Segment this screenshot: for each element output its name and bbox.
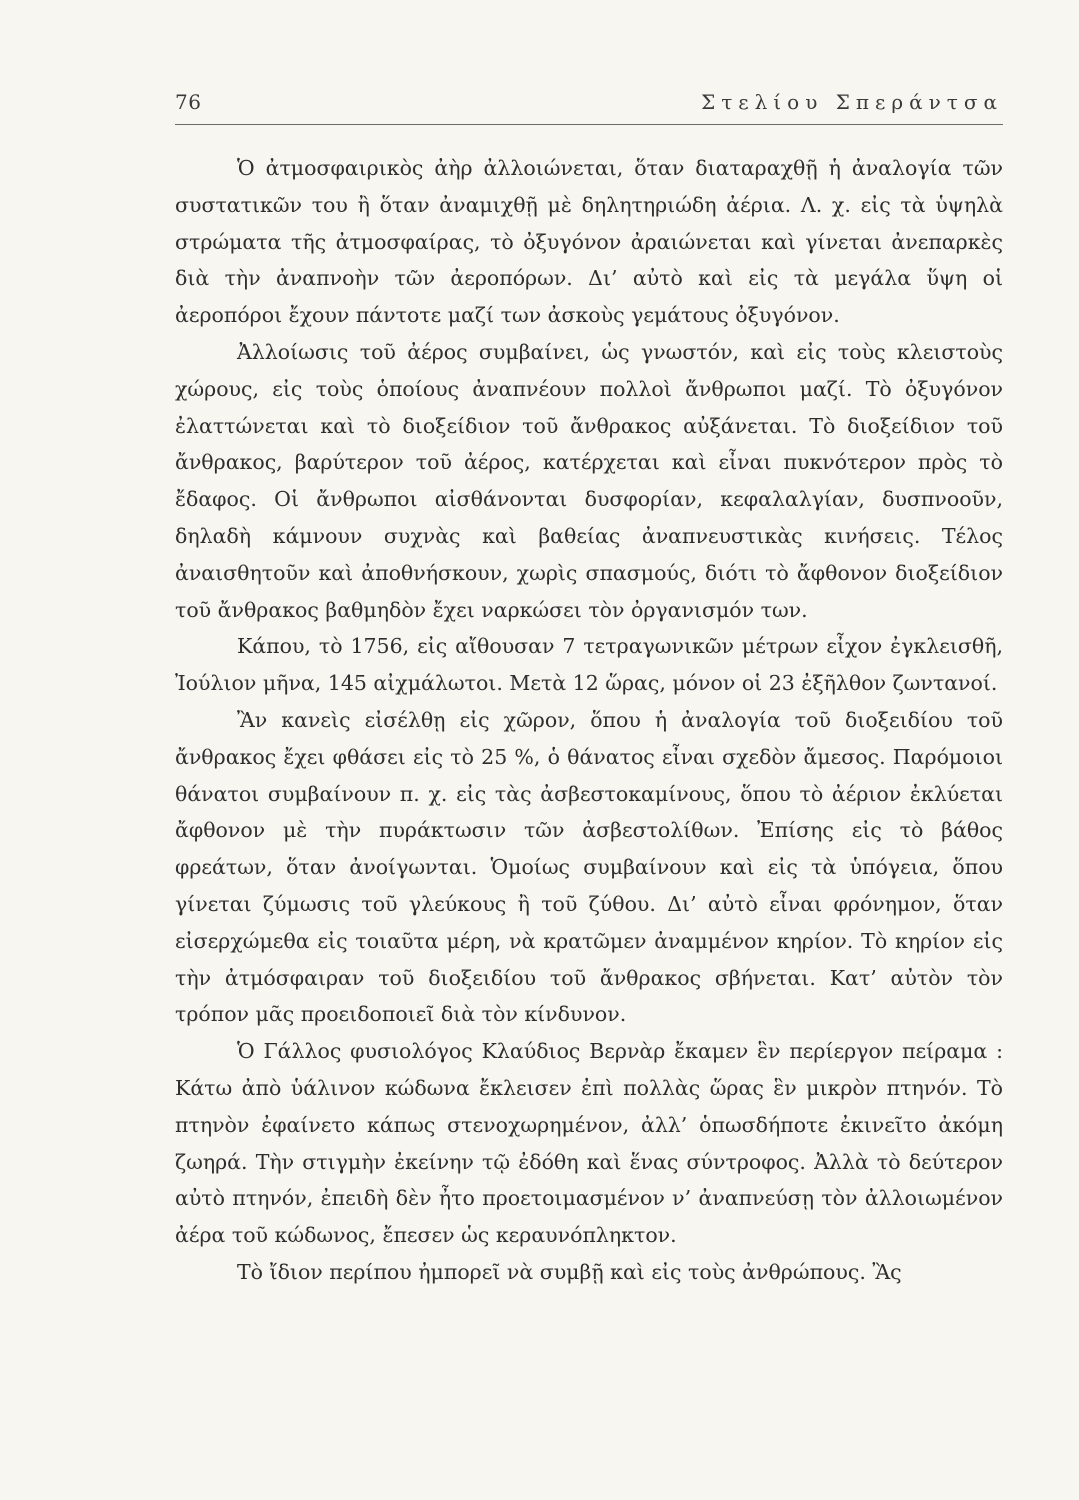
body-text (175, 150, 1003, 1410)
header-rule (175, 124, 1003, 125)
paragraph-carbon-dioxide-danger: Ἂν κανεὶς εἰσέλθῃ εἰς χῶρον, ὅπου ἡ ἀναλογία τοῦ διοξειδίου τοῦ ἄνθρακος ἔχει φθάσει εἰς τὸ 25 %, ὁ θάνατος εἶναι σχεδὸν ἄμεσος. Παρόμοιοι θάνατοι συμβαίνουν π. χ. εἰς τὰς ἀσβεστοκαμίνους, ὅπου τὸ ἀέριον ἐκλύεται ἄφθονον μὲ τὴν πυράκτωσιν τῶν ἀσβεστολίθων. Ἐπίσης εἰς τὸ βάθος φρεάτων, ὅταν ἀνοίγωνται. Ὁμοίως συμβαίνουν καὶ εἰς τὰ ὑπόγεια, ὅπου γίνεται ζύμωσις τοῦ γλεύκους ἢ τοῦ ζύθου. Δι’ αὐτὸ εἶναι φρόνημον, ὅταν εἰσερχώμεθα εἰς τοιαῦτα μέρη, νὰ κρατῶμεν ἀναμμένον κηρίον. Τὸ κηρίον εἰς τὴν ἀτμόσφαιραν τοῦ διοξειδίου τοῦ ἄνθρακος σβήνεται. Κατ’ αὐτὸν τὸν τρόπον μᾶς προειδοποιεῖ διὰ τὸν κίνδυνον. (175, 707, 1003, 1027)
page-number: 76 (175, 90, 202, 114)
paragraph-closed-spaces: Ἀλλοίωσις τοῦ ἀέρος συμβαίνει, ὡς γνωστόν, καὶ εἰς τοὺς κλειστοὺς χώρους, εἰς τοὺς ὁποίους ἀναπνέουν πολλοὶ ἄνθρωποι μαζί. Τὸ ὀξυγόνον ἐλαττώνεται καὶ τὸ διοξείδιον τοῦ ἄνθρακος αὐξάνεται. Τὸ διοξείδιον τοῦ ἄνθρακος, βαρύτερον τοῦ ἀέρος, κατέρχεται καὶ εἶναι πυκνότερον πρὸς τὸ ἔδαφος. Οἱ ἄνθρωποι αἰσθάνονται δυσφορίαν, κεφαλαλγίαν, δυσπνοοῦν, δηλαδὴ κάμνουν συχνὰς καὶ βαθείας ἀναπνευστικὰς κινήσεις. Τέλος ἀναισθητοῦν καὶ ἀποθνήσκουν, χωρὶς σπασμούς, διότι τὸ ἄφθονον διοξείδιον τοῦ ἄνθρακος βαθμηδὸν ἔχει ναρκώσει τὸν ὀργανισμόν των. (175, 339, 1003, 622)
running-head-author: Στελίου Σπεράντσα (701, 90, 1003, 114)
paragraph-humans: Τὸ ἴδιον περίπου ἠμπορεῖ νὰ συμβῇ καὶ εἰς τοὺς ἀνθρώπους. Ἂς (237, 1259, 902, 1284)
paragraph-1756-captives: Κάπου, τὸ 1756, εἰς αἴθουσαν 7 τετραγωνικῶν μέτρων εἶχον ἐγκλεισθῆ, Ἰούλιον μῆνα, 145 αἰχμάλωτοι. Μετὰ 12 ὥρας, μόνον οἱ 23 ἐξῆλθον ζωντανοί. (175, 634, 1003, 696)
paragraph-bernard-experiment: Ὁ Γάλλος φυσιολόγος Κλαύδιος Βερνὰρ ἔκαμεν ἓν περίεργον πείραμα : Κάτω ἀπὸ ὑάλινον κώδωνα ἔκλεισεν ἐπὶ πολλὰς ὥρας ἓν μικρὸν πτηνόν. Τὸ πτηνὸν ἐφαίνετο κάπως στενοχωρημένον, ἀλλ’ ὁπωσδήποτε ἐκινεῖτο ἀκόμη ζωηρά. Τὴν στιγμὴν ἐκείνην τῷ ἐδόθη καὶ ἕνας σύντροφος. Ἀλλὰ τὸ δεύτερον αὐτὸ πτηνόν, ἐπειδὴ δὲν ἦτο προετοιμασμένον ν’ ἀναπνεύσῃ τὸν ἀλλοιωμένον ἀέρα τοῦ κώδωνος, ἔπεσεν ὡς κεραυνόπληκτον. (175, 1039, 1003, 1248)
paragraph-atmospheric-air: Ὁ ἀτμοσφαιρικὸς ἀὴρ ἀλλοιώνεται, ὅταν διαταραχθῇ ἡ ἀναλογία τῶν συστατικῶν του ἢ ὅταν ἀναμιχθῇ μὲ δηλητηριώδη ἀέρια. Λ. χ. εἰς τὰ ὑψηλὰ στρώματα τῆς ἀτμοσφαίρας, τὸ ὀξυγόνον ἀραιώνεται καὶ γίνεται ἀνεπαρκὲς διὰ τὴν ἀναπνοὴν τῶν ἀεροπόρων. Δι’ αὐτὸ καὶ εἰς τὰ μεγάλα ὕψη οἱ ἀεροπόροι ἔχουν πάντοτε μαζί των ἀσκοὺς γεμάτους ὀξυγόνον. (175, 156, 1003, 328)
page-header (175, 84, 1003, 118)
